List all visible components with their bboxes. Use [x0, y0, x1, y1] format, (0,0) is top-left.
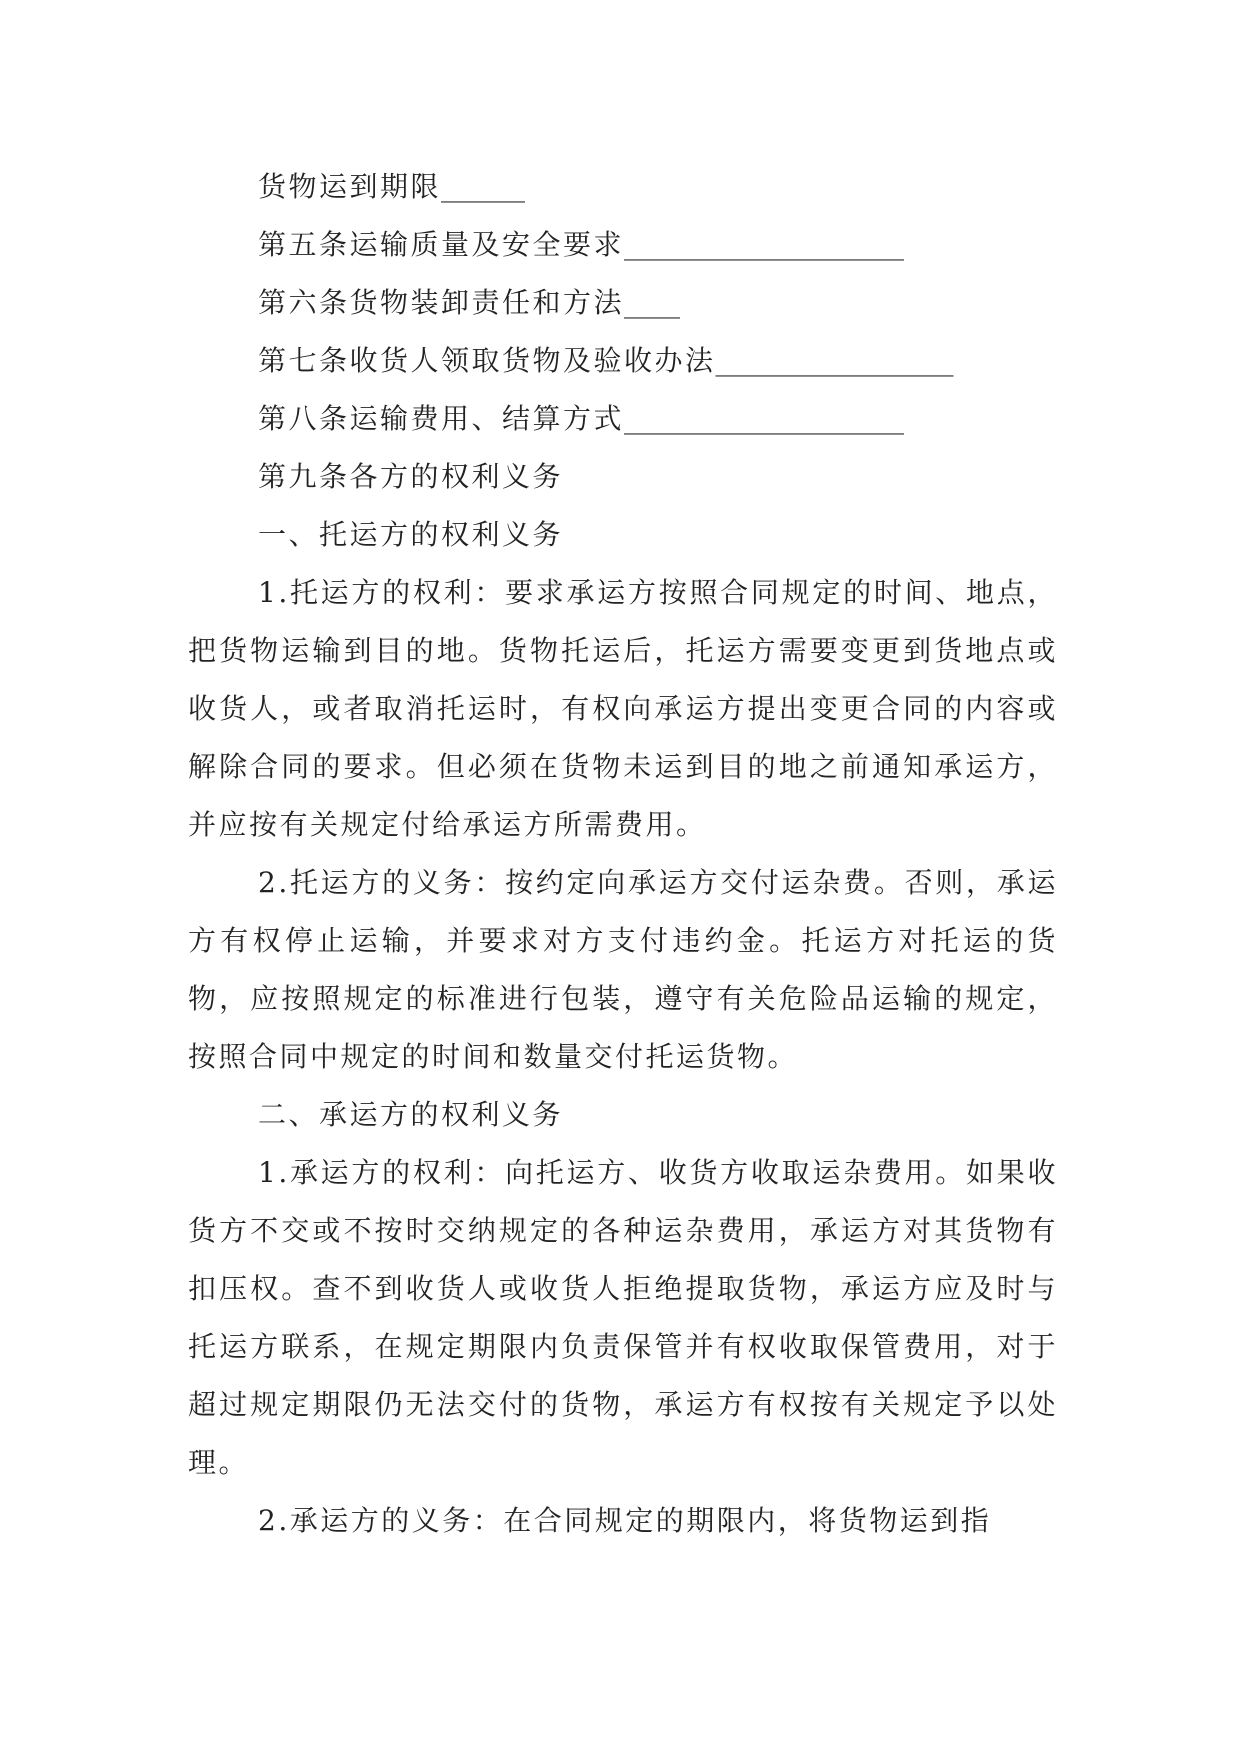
clause-label: 第八条运输费用、结算方式: [258, 402, 625, 435]
clause-article-9: [188, 448, 1058, 506]
fill-blank: ____: [624, 286, 681, 319]
fill-blank: ____________________: [624, 228, 905, 261]
document-page: [188, 158, 1058, 1550]
clause-label: 第七条收货人领取货物及验收办法: [258, 344, 716, 377]
fill-blank: ____________________: [624, 402, 905, 435]
paragraph-carrier-obligations: 2.承运方的义务：在合同规定的期限内，将货物运到指: [258, 1504, 992, 1537]
section-heading-consignor: 一、托运方的权利义务: [258, 518, 564, 551]
clause-article-6: [188, 274, 1058, 332]
clause-label: 第九条各方的权利义务: [258, 460, 564, 493]
paragraph-consignor-obligations: 2.托运方的义务：按约定向承运方交付运杂费。否则，承运方有权停止运输，并要求对方支付违约金。托运方对托运的货物，应按照规定的标准进行包装，遵守有关危险品运输的规定，按照合同中规定的时间和数量交付托运货物。: [188, 866, 1058, 1073]
clause-article-7: [188, 332, 1058, 390]
clause-article-5: [188, 216, 1058, 274]
fill-blank: _________________: [715, 344, 954, 377]
paragraph-carrier-rights: 1.承运方的权利：向托运方、收货方收取运杂费用。如果收货方不交或不按时交纳规定的各种运杂费用，承运方对其货物有扣压权。查不到收货人或收货人拒绝提取货物，承运方应及时与托运方联系，在规定期限内负责保管并有权收取保管费用，对于超过规定期限仍无法交付的货物，承运方有权按有关规定予以处理。: [188, 1156, 1058, 1479]
paragraph-consignor-rights: 1.托运方的权利：要求承运方按照合同规定的时间、地点，把货物运输到目的地。货物托运后，托运方需要变更到货地点或收货人，或者取消托运时，有权向承运方提出变更合同的内容或解除合同的要求。但必须在货物未运到目的地之前通知承运方，并应按有关规定付给承运方所需费用。: [188, 576, 1058, 841]
clause-deadline: [188, 158, 1058, 216]
fill-blank: ______: [441, 170, 526, 203]
section-heading-carrier: 二、承运方的权利义务: [258, 1098, 564, 1131]
clause-label: 第六条货物装卸责任和方法: [258, 286, 625, 319]
clause-label: 第五条运输质量及安全要求: [258, 228, 625, 261]
clause-label: 货物运到期限: [258, 170, 442, 203]
clause-article-8: [188, 390, 1058, 448]
